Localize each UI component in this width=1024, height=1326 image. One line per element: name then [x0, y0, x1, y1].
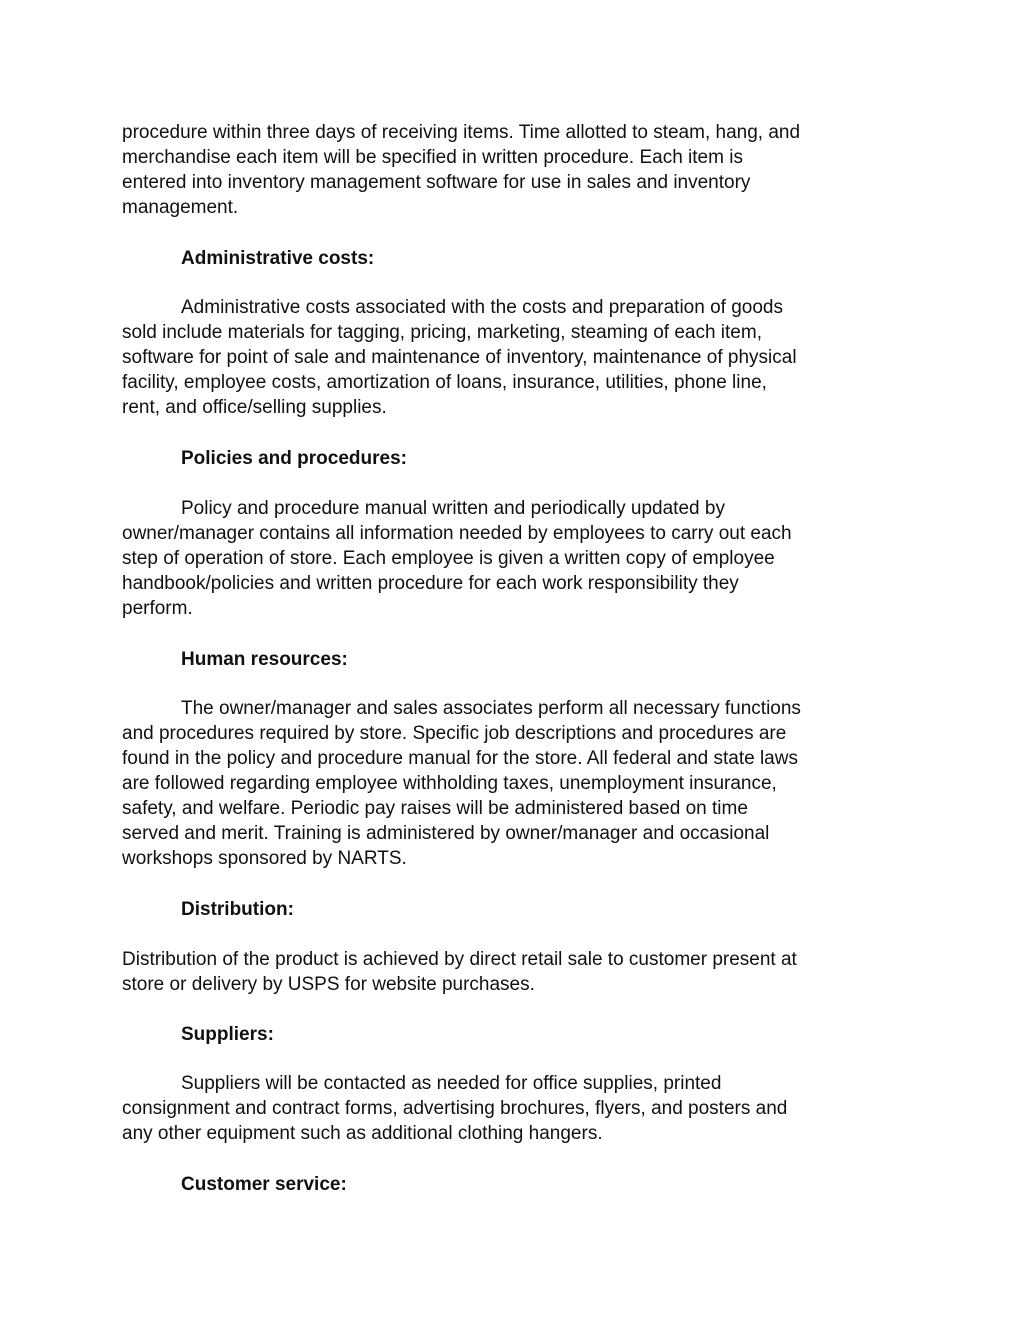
suppliers-heading: Suppliers: [181, 1024, 274, 1045]
suppliers-line-3: any other equipment such as additional clothing hangers. [122, 1123, 603, 1144]
policies-line-1: Policy and procedure manual written and periodically updated by [181, 498, 725, 519]
policies-heading: Policies and procedures: [181, 448, 407, 469]
intro-line-2: merchandise each item will be specified in written procedure. Each item is [122, 147, 743, 168]
policies-line-3: step of operation of store. Each employee is given a written copy of employee [122, 548, 775, 569]
suppliers-line-2: consignment and contract forms, advertising brochures, flyers, and posters and [122, 1098, 788, 1119]
hr-line-5: safety, and welfare. Periodic pay raises will be administered based on time [122, 798, 748, 819]
customer-service-heading: Customer service: [181, 1174, 347, 1195]
hr-line-1: The owner/manager and sales associates perform all necessary functions [181, 698, 801, 719]
intro-line-3: entered into inventory management software for use in sales and inventory [122, 172, 751, 193]
hr-line-3: found in the policy and procedure manual for the store. All federal and state laws [122, 748, 798, 769]
admin-line-1: Administrative costs associated with the costs and preparation of goods [181, 297, 783, 318]
policies-line-4: handbook/policies and written procedure for each work responsibility they [122, 573, 739, 594]
admin-line-4: facility, employee costs, amortization of loans, insurance, utilities, phone line, [122, 372, 767, 393]
admin-line-3: software for point of sale and maintenance of inventory, maintenance of physical [122, 347, 797, 368]
policies-line-5: perform. [122, 598, 193, 619]
hr-line-7: workshops sponsored by NARTS. [122, 848, 407, 869]
admin-line-5: rent, and office/selling supplies. [122, 397, 387, 418]
hr-line-2: and procedures required by store. Specific job descriptions and procedures are [122, 723, 787, 744]
hr-line-6: served and merit. Training is administered by owner/manager and occasional [122, 823, 770, 844]
suppliers-line-1: Suppliers will be contacted as needed for office supplies, printed [181, 1073, 722, 1094]
distribution-line-2: store or delivery by USPS for website purchases. [122, 974, 535, 995]
intro-line-1: procedure within three days of receiving items. Time allotted to steam, hang, and [122, 122, 801, 143]
human-resources-heading: Human resources: [181, 649, 348, 670]
admin-line-2: sold include materials for tagging, pricing, marketing, steaming of each item, [122, 322, 762, 343]
intro-line-4: management. [122, 197, 239, 218]
admin-heading: Administrative costs: [181, 248, 375, 269]
distribution-heading: Distribution: [181, 899, 294, 920]
hr-line-4: are followed regarding employee withholding taxes, unemployment insurance, [122, 773, 777, 794]
policies-line-2: owner/manager contains all information needed by employees to carry out each [122, 523, 792, 544]
distribution-line-1: Distribution of the product is achieved by direct retail sale to customer present at [122, 949, 797, 970]
